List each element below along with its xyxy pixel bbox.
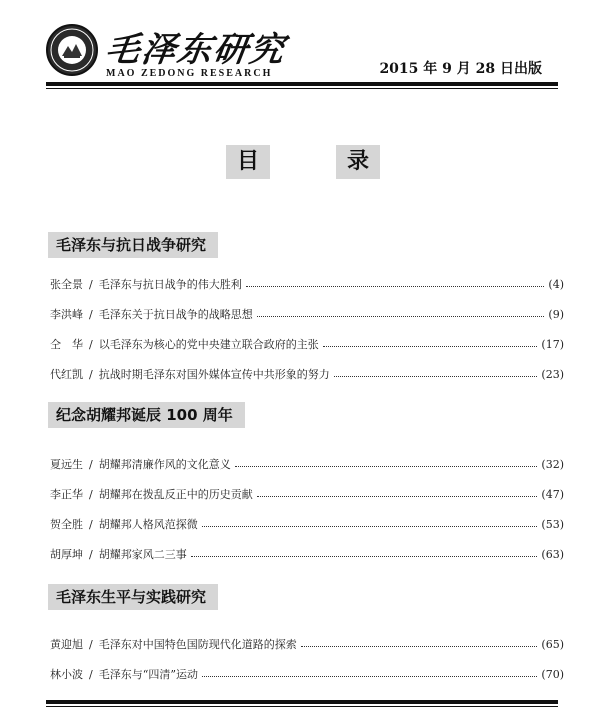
entry-page: (53) bbox=[541, 518, 564, 531]
header-rule-thick bbox=[46, 82, 558, 86]
entry-separator: / bbox=[89, 488, 93, 501]
entry-title: 毛泽东对中国特色国防现代化道路的探索 bbox=[98, 638, 297, 651]
entry-title: 抗战时期毛泽东对国外媒体宣传中共形象的努力 bbox=[98, 368, 330, 381]
entry-page: (65) bbox=[541, 638, 564, 651]
dot-leader bbox=[202, 526, 538, 527]
entry-title: 毛泽东关于抗日战争的战略思想 bbox=[98, 308, 253, 321]
entry-title: 以毛泽东为核心的党中央建立联合政府的主张 bbox=[98, 338, 319, 351]
entry-author: 李正华 bbox=[50, 488, 83, 501]
entry-separator: / bbox=[89, 638, 93, 651]
entry-author: 夏远生 bbox=[50, 458, 83, 471]
toc-entry[interactable] bbox=[50, 456, 564, 472]
section-heading: 纪念胡耀邦诞辰 100 周年 bbox=[48, 402, 245, 428]
footer-rule-thin bbox=[46, 706, 558, 707]
entry-page: (17) bbox=[541, 338, 564, 351]
header-rule-thin bbox=[46, 88, 558, 89]
toc-entry[interactable] bbox=[50, 666, 564, 682]
entry-page: (47) bbox=[541, 488, 564, 501]
entry-author: 林小波 bbox=[50, 668, 83, 681]
dot-leader bbox=[323, 346, 538, 347]
entry-title: 胡耀邦在拨乱反正中的历史贡献 bbox=[98, 488, 253, 501]
entry-author: 张全景 bbox=[50, 278, 83, 291]
toc-entry[interactable] bbox=[50, 276, 564, 292]
entry-author: 胡厚坤 bbox=[50, 548, 83, 561]
entry-author: 仝 华 bbox=[50, 338, 83, 351]
issue-date: 2015 年 9 月 28 日出版 bbox=[379, 61, 542, 77]
section-heading: 毛泽东生平与实践研究 bbox=[48, 584, 218, 610]
toc-entry[interactable] bbox=[50, 366, 564, 382]
dot-leader bbox=[257, 496, 538, 497]
journal-subtitle: MAO ZEDONG RESEARCH bbox=[106, 68, 273, 79]
journal-seal-logo bbox=[46, 24, 98, 76]
toc-heading-left: 目 bbox=[226, 145, 270, 179]
toc-entry[interactable] bbox=[50, 546, 564, 562]
dot-leader bbox=[334, 376, 538, 377]
entry-page: (70) bbox=[541, 668, 564, 681]
dot-leader bbox=[191, 556, 538, 557]
entry-author: 贺全胜 bbox=[50, 518, 83, 531]
entry-title: 胡耀邦人格风范探微 bbox=[98, 518, 198, 531]
entry-page: (63) bbox=[541, 548, 564, 561]
dot-leader bbox=[257, 316, 545, 317]
toc-entry[interactable] bbox=[50, 486, 564, 502]
entry-separator: / bbox=[89, 368, 93, 381]
masthead bbox=[0, 0, 600, 90]
entry-title: 胡耀邦家风二三事 bbox=[98, 548, 187, 561]
entry-separator: / bbox=[89, 338, 93, 351]
entry-page: (23) bbox=[541, 368, 564, 381]
entry-title: 毛泽东与抗日战争的伟大胜利 bbox=[98, 278, 242, 291]
entry-separator: / bbox=[89, 518, 93, 531]
dot-leader bbox=[235, 466, 538, 467]
entry-separator: / bbox=[89, 308, 93, 321]
entry-separator: / bbox=[89, 458, 93, 471]
entry-author: 李洪峰 bbox=[50, 308, 83, 321]
entry-page: (9) bbox=[548, 308, 564, 321]
toc-entry[interactable] bbox=[50, 306, 564, 322]
dot-leader bbox=[246, 286, 545, 287]
footer-rule-thick bbox=[46, 700, 558, 704]
dot-leader bbox=[202, 676, 537, 677]
entry-author: 代红凯 bbox=[50, 368, 83, 381]
entry-page: (32) bbox=[541, 458, 564, 471]
entry-separator: / bbox=[89, 668, 93, 681]
entry-title: 胡耀邦清廉作风的文化意义 bbox=[98, 458, 231, 471]
toc-heading-right: 录 bbox=[336, 145, 380, 179]
entry-author: 黄迎旭 bbox=[50, 638, 83, 651]
dot-leader bbox=[301, 646, 538, 647]
entry-title: 毛泽东与“四清”运动 bbox=[98, 668, 198, 681]
section-heading: 毛泽东与抗日战争研究 bbox=[48, 232, 218, 258]
journal-title-logo: 毛泽东研究 bbox=[102, 30, 289, 70]
entry-separator: / bbox=[89, 548, 93, 561]
toc-entry[interactable] bbox=[50, 336, 564, 352]
entry-separator: / bbox=[89, 278, 93, 291]
entry-page: (4) bbox=[548, 278, 564, 291]
toc-entry[interactable] bbox=[50, 636, 564, 652]
toc-entry[interactable] bbox=[50, 516, 564, 532]
